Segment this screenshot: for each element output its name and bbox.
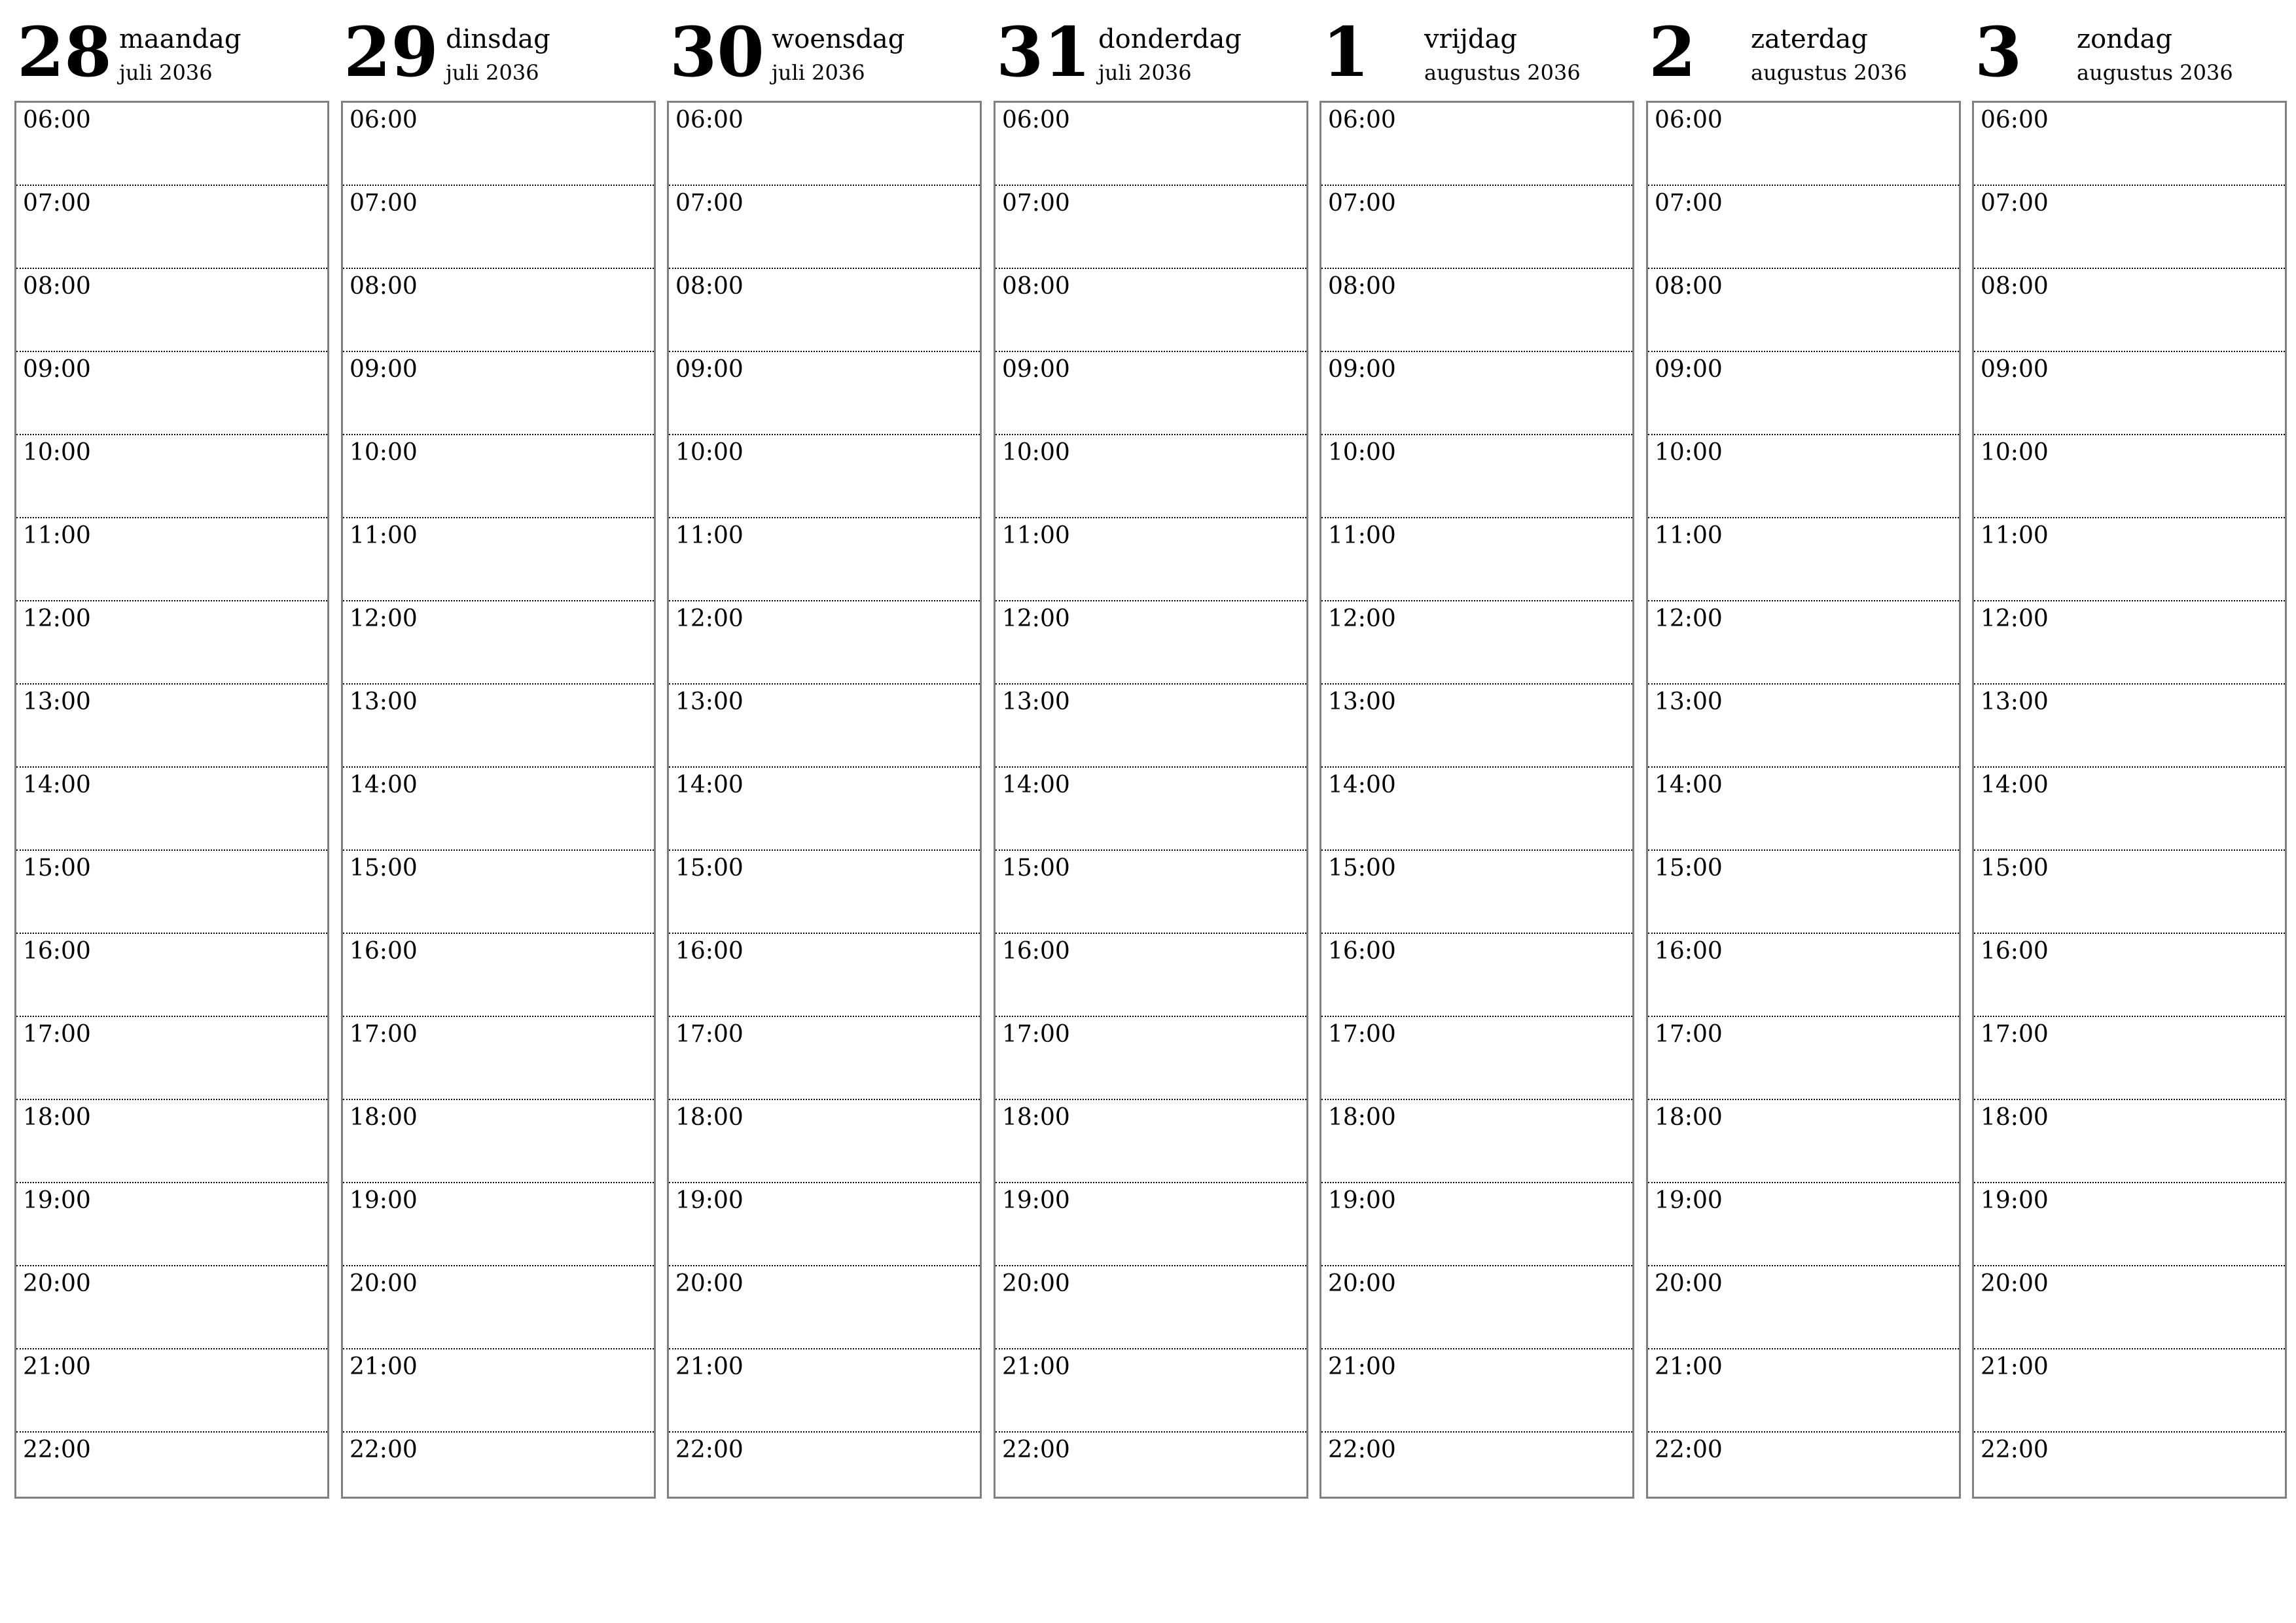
hour-label: 12:00 bbox=[1655, 605, 1723, 632]
hour-label: 22:00 bbox=[1655, 1436, 1723, 1463]
hour-label: 20:00 bbox=[1981, 1270, 2049, 1297]
hour-slot[interactable] bbox=[1974, 518, 2285, 601]
hour-label: 10:00 bbox=[675, 439, 744, 466]
hour-label: 19:00 bbox=[350, 1187, 418, 1214]
hour-label: 21:00 bbox=[1328, 1353, 1396, 1380]
hour-slot[interactable] bbox=[996, 1433, 1306, 1514]
hour-label: 07:00 bbox=[675, 190, 744, 217]
hour-label: 22:00 bbox=[1981, 1436, 2049, 1463]
weekly-planner bbox=[14, 0, 2286, 1505]
hour-label: 09:00 bbox=[1655, 356, 1723, 383]
hour-label: 11:00 bbox=[1981, 522, 2049, 549]
hour-slot[interactable] bbox=[669, 851, 980, 934]
hour-slot[interactable] bbox=[1974, 1017, 2285, 1100]
hour-label: 11:00 bbox=[350, 522, 418, 549]
hour-slot[interactable] bbox=[16, 518, 327, 601]
hour-slot[interactable] bbox=[669, 1433, 980, 1514]
hour-label: 22:00 bbox=[1328, 1436, 1396, 1463]
hour-label: 13:00 bbox=[1328, 688, 1396, 715]
day-schedule-box bbox=[341, 101, 656, 1499]
hour-label: 19:00 bbox=[1655, 1187, 1723, 1214]
hour-slot[interactable] bbox=[1321, 269, 1632, 352]
hour-slot[interactable] bbox=[669, 934, 980, 1017]
hour-slot[interactable] bbox=[1648, 518, 1959, 601]
day-schedule-box bbox=[1646, 101, 1961, 1499]
hour-label: 08:00 bbox=[350, 273, 418, 300]
month-year: juli 2036 bbox=[446, 60, 539, 85]
hour-label: 12:00 bbox=[1328, 605, 1396, 632]
hour-label: 08:00 bbox=[1655, 273, 1723, 300]
hour-label: 18:00 bbox=[1328, 1104, 1396, 1131]
hour-label: 08:00 bbox=[675, 273, 744, 300]
hour-slot[interactable] bbox=[669, 1017, 980, 1100]
hour-label: 12:00 bbox=[1002, 605, 1070, 632]
hour-label: 17:00 bbox=[1655, 1021, 1723, 1048]
hour-label: 06:00 bbox=[350, 107, 418, 134]
day-column bbox=[994, 0, 1307, 1505]
hour-slot[interactable] bbox=[16, 1183, 327, 1266]
hour-label: 06:00 bbox=[1981, 107, 2049, 134]
hour-label: 09:00 bbox=[350, 356, 418, 383]
hour-label: 20:00 bbox=[23, 1270, 91, 1297]
hour-label: 17:00 bbox=[1981, 1021, 2049, 1048]
hour-slot[interactable] bbox=[669, 435, 980, 518]
hour-label: 21:00 bbox=[675, 1353, 744, 1380]
weekday-name: zondag bbox=[2077, 24, 2172, 54]
hour-slot[interactable] bbox=[343, 1433, 654, 1514]
hour-label: 16:00 bbox=[23, 938, 91, 965]
hour-slot[interactable] bbox=[1321, 601, 1632, 685]
month-year: augustus 2036 bbox=[1424, 60, 1581, 85]
day-schedule-box bbox=[994, 101, 1308, 1499]
hour-slot[interactable] bbox=[1974, 1349, 2285, 1433]
hour-slot[interactable] bbox=[1321, 1349, 1632, 1433]
hour-label: 17:00 bbox=[1002, 1021, 1070, 1048]
hour-slot[interactable] bbox=[1321, 103, 1632, 186]
hour-slot[interactable] bbox=[16, 269, 327, 352]
hour-slot[interactable] bbox=[1321, 685, 1632, 768]
hour-slot[interactable] bbox=[1648, 1017, 1959, 1100]
hour-slot[interactable] bbox=[1648, 186, 1959, 269]
hour-slot[interactable] bbox=[1974, 186, 2285, 269]
month-year: juli 2036 bbox=[1098, 60, 1192, 85]
hour-label: 19:00 bbox=[1328, 1187, 1396, 1214]
hour-label: 22:00 bbox=[675, 1436, 744, 1463]
hour-slot[interactable] bbox=[1974, 851, 2285, 934]
hour-slot[interactable] bbox=[343, 601, 654, 685]
hour-label: 18:00 bbox=[1002, 1104, 1070, 1131]
hour-slot[interactable] bbox=[996, 269, 1306, 352]
hour-label: 13:00 bbox=[350, 688, 418, 715]
month-year: juli 2036 bbox=[119, 60, 213, 85]
hour-label: 22:00 bbox=[350, 1436, 418, 1463]
hour-label: 17:00 bbox=[1328, 1021, 1396, 1048]
hour-slot[interactable] bbox=[996, 1017, 1306, 1100]
weekday-name: woensdag bbox=[772, 24, 905, 54]
hour-label: 08:00 bbox=[1002, 273, 1070, 300]
hour-label: 18:00 bbox=[675, 1104, 744, 1131]
hour-slot[interactable] bbox=[1321, 934, 1632, 1017]
hour-slot[interactable] bbox=[1974, 352, 2285, 435]
hour-slot[interactable] bbox=[1321, 1017, 1632, 1100]
hour-label: 13:00 bbox=[1981, 688, 2049, 715]
hour-slot[interactable] bbox=[1974, 1100, 2285, 1183]
hour-slot[interactable] bbox=[1974, 1266, 2285, 1349]
hour-label: 19:00 bbox=[1981, 1187, 2049, 1214]
hour-slot[interactable] bbox=[343, 934, 654, 1017]
weekday-name: zaterdag bbox=[1751, 24, 1868, 54]
hour-label: 12:00 bbox=[350, 605, 418, 632]
hour-slot[interactable] bbox=[1974, 768, 2285, 851]
hour-slot[interactable] bbox=[669, 1183, 980, 1266]
hour-slot[interactable] bbox=[1648, 1183, 1959, 1266]
hour-slot[interactable] bbox=[669, 269, 980, 352]
weekday-name: vrijdag bbox=[1424, 24, 1517, 54]
hour-slot[interactable] bbox=[1648, 1349, 1959, 1433]
hour-slot[interactable] bbox=[1648, 1266, 1959, 1349]
hour-slot[interactable] bbox=[996, 1100, 1306, 1183]
hour-label: 16:00 bbox=[675, 938, 744, 965]
hour-slot[interactable] bbox=[343, 1100, 654, 1183]
day-schedule-box bbox=[1319, 101, 1634, 1499]
hour-label: 10:00 bbox=[1002, 439, 1070, 466]
hour-label: 21:00 bbox=[1655, 1353, 1723, 1380]
hour-slot[interactable] bbox=[343, 518, 654, 601]
hour-label: 19:00 bbox=[1002, 1187, 1070, 1214]
hour-label: 14:00 bbox=[1328, 772, 1396, 798]
hour-slot[interactable] bbox=[343, 1266, 654, 1349]
hour-slot[interactable] bbox=[996, 601, 1306, 685]
hour-slot[interactable] bbox=[996, 685, 1306, 768]
hour-label: 08:00 bbox=[1981, 273, 2049, 300]
hour-slot[interactable] bbox=[1648, 103, 1959, 186]
hour-slot[interactable] bbox=[1974, 685, 2285, 768]
day-number: 31 bbox=[996, 12, 1091, 92]
hour-label: 20:00 bbox=[350, 1270, 418, 1297]
hour-label: 12:00 bbox=[23, 605, 91, 632]
hour-label: 10:00 bbox=[1981, 439, 2049, 466]
hour-label: 10:00 bbox=[1655, 439, 1723, 466]
hour-slot[interactable] bbox=[343, 352, 654, 435]
hour-label: 08:00 bbox=[23, 273, 91, 300]
day-header bbox=[1319, 0, 1633, 98]
hour-slot[interactable] bbox=[1321, 1433, 1632, 1514]
hour-label: 16:00 bbox=[1002, 938, 1070, 965]
weekday-name: dinsdag bbox=[446, 24, 550, 54]
hour-slot[interactable] bbox=[996, 934, 1306, 1017]
hour-slot[interactable] bbox=[1974, 1183, 2285, 1266]
hour-label: 09:00 bbox=[1981, 356, 2049, 383]
hour-label: 14:00 bbox=[1981, 772, 2049, 798]
hour-label: 16:00 bbox=[1981, 938, 2049, 965]
hour-slot[interactable] bbox=[996, 1266, 1306, 1349]
hour-label: 21:00 bbox=[1002, 1353, 1070, 1380]
hour-label: 06:00 bbox=[1002, 107, 1070, 134]
hour-label: 15:00 bbox=[1002, 855, 1070, 882]
hour-slot[interactable] bbox=[16, 1100, 327, 1183]
hour-slot[interactable] bbox=[1321, 1183, 1632, 1266]
hour-slot[interactable] bbox=[1321, 851, 1632, 934]
hour-label: 16:00 bbox=[1328, 938, 1396, 965]
hour-label: 20:00 bbox=[1328, 1270, 1396, 1297]
hour-slot[interactable] bbox=[669, 352, 980, 435]
hour-slot[interactable] bbox=[16, 103, 327, 186]
hour-label: 10:00 bbox=[23, 439, 91, 466]
hour-label: 15:00 bbox=[675, 855, 744, 882]
hour-label: 14:00 bbox=[1002, 772, 1070, 798]
hour-label: 07:00 bbox=[1655, 190, 1723, 217]
day-number: 30 bbox=[670, 12, 764, 92]
hour-slot[interactable] bbox=[996, 1183, 1306, 1266]
hour-slot[interactable] bbox=[1974, 269, 2285, 352]
hour-slot[interactable] bbox=[1974, 601, 2285, 685]
day-number: 1 bbox=[1322, 12, 1370, 92]
hour-slot[interactable] bbox=[16, 1266, 327, 1349]
hour-slot[interactable] bbox=[996, 352, 1306, 435]
hour-label: 17:00 bbox=[675, 1021, 744, 1048]
hour-label: 09:00 bbox=[1002, 356, 1070, 383]
day-number: 28 bbox=[17, 12, 112, 92]
month-year: augustus 2036 bbox=[2077, 60, 2233, 85]
hour-label: 14:00 bbox=[675, 772, 744, 798]
day-number: 3 bbox=[1975, 12, 2022, 92]
hour-label: 12:00 bbox=[1981, 605, 2049, 632]
hour-label: 15:00 bbox=[350, 855, 418, 882]
hour-slot[interactable] bbox=[669, 1266, 980, 1349]
hour-label: 15:00 bbox=[1981, 855, 2049, 882]
hour-label: 07:00 bbox=[350, 190, 418, 217]
hour-slot[interactable] bbox=[669, 1100, 980, 1183]
hour-label: 08:00 bbox=[1328, 273, 1396, 300]
day-schedule-box bbox=[667, 101, 982, 1499]
hour-label: 18:00 bbox=[23, 1104, 91, 1131]
hour-slot[interactable] bbox=[1648, 435, 1959, 518]
hour-label: 06:00 bbox=[675, 107, 744, 134]
hour-slot[interactable] bbox=[16, 768, 327, 851]
hour-slot[interactable] bbox=[669, 768, 980, 851]
hour-label: 11:00 bbox=[23, 522, 91, 549]
hour-label: 11:00 bbox=[1002, 522, 1070, 549]
hour-slot[interactable] bbox=[343, 768, 654, 851]
hour-slot[interactable] bbox=[1648, 1433, 1959, 1514]
weekday-name: maandag bbox=[119, 24, 242, 54]
hour-label: 13:00 bbox=[1002, 688, 1070, 715]
hour-slot[interactable] bbox=[1321, 768, 1632, 851]
hour-slot[interactable] bbox=[16, 601, 327, 685]
hour-slot[interactable] bbox=[1974, 1433, 2285, 1514]
hour-label: 21:00 bbox=[350, 1353, 418, 1380]
hour-slot[interactable] bbox=[996, 103, 1306, 186]
hour-slot[interactable] bbox=[669, 601, 980, 685]
hour-slot[interactable] bbox=[1974, 435, 2285, 518]
hour-label: 18:00 bbox=[350, 1104, 418, 1131]
hour-slot[interactable] bbox=[1321, 518, 1632, 601]
hour-label: 20:00 bbox=[1002, 1270, 1070, 1297]
hour-slot[interactable] bbox=[1648, 934, 1959, 1017]
hour-label: 06:00 bbox=[1655, 107, 1723, 134]
hour-label: 22:00 bbox=[1002, 1436, 1070, 1463]
hour-label: 11:00 bbox=[1328, 522, 1396, 549]
hour-label: 21:00 bbox=[23, 1353, 91, 1380]
hour-slot[interactable] bbox=[1648, 352, 1959, 435]
hour-label: 10:00 bbox=[350, 439, 418, 466]
hour-slot[interactable] bbox=[1321, 435, 1632, 518]
hour-label: 11:00 bbox=[675, 522, 744, 549]
hour-slot[interactable] bbox=[996, 768, 1306, 851]
hour-slot[interactable] bbox=[1648, 851, 1959, 934]
hour-slot[interactable] bbox=[1321, 1266, 1632, 1349]
hour-label: 07:00 bbox=[1002, 190, 1070, 217]
hour-label: 14:00 bbox=[350, 772, 418, 798]
hour-label: 14:00 bbox=[23, 772, 91, 798]
hour-slot[interactable] bbox=[669, 103, 980, 186]
hour-slot[interactable] bbox=[343, 1183, 654, 1266]
hour-slot[interactable] bbox=[669, 518, 980, 601]
day-column bbox=[341, 0, 655, 1505]
hour-label: 07:00 bbox=[1981, 190, 2049, 217]
hour-slot[interactable] bbox=[1974, 934, 2285, 1017]
hour-label: 11:00 bbox=[1655, 522, 1723, 549]
hour-label: 16:00 bbox=[1655, 938, 1723, 965]
hour-slot[interactable] bbox=[1321, 186, 1632, 269]
day-schedule-box bbox=[14, 101, 329, 1499]
hour-slot[interactable] bbox=[1648, 269, 1959, 352]
hour-slot[interactable] bbox=[16, 934, 327, 1017]
hour-label: 12:00 bbox=[675, 605, 744, 632]
month-year: augustus 2036 bbox=[1751, 60, 1907, 85]
hour-label: 09:00 bbox=[23, 356, 91, 383]
hour-slot[interactable] bbox=[1648, 768, 1959, 851]
hour-slot[interactable] bbox=[996, 435, 1306, 518]
hour-label: 15:00 bbox=[1655, 855, 1723, 882]
hour-slot[interactable] bbox=[1648, 601, 1959, 685]
day-column bbox=[667, 0, 980, 1505]
hour-slot[interactable] bbox=[343, 435, 654, 518]
hour-slot[interactable] bbox=[669, 685, 980, 768]
hour-slot[interactable] bbox=[343, 1017, 654, 1100]
day-header bbox=[1646, 0, 1960, 98]
hour-slot[interactable] bbox=[1321, 352, 1632, 435]
hour-slot[interactable] bbox=[1974, 103, 2285, 186]
day-number: 2 bbox=[1649, 12, 1696, 92]
hour-label: 16:00 bbox=[350, 938, 418, 965]
hour-label: 07:00 bbox=[23, 190, 91, 217]
hour-label: 20:00 bbox=[1655, 1270, 1723, 1297]
hour-slot[interactable] bbox=[16, 1433, 327, 1514]
hour-slot[interactable] bbox=[343, 103, 654, 186]
hour-label: 15:00 bbox=[23, 855, 91, 882]
hour-label: 10:00 bbox=[1328, 439, 1396, 466]
day-column bbox=[1319, 0, 1633, 1505]
month-year: juli 2036 bbox=[772, 60, 865, 85]
weekday-name: donderdag bbox=[1098, 24, 1242, 54]
day-header bbox=[667, 0, 980, 98]
hour-slot[interactable] bbox=[16, 685, 327, 768]
day-column bbox=[1972, 0, 2286, 1505]
hour-label: 14:00 bbox=[1655, 772, 1723, 798]
hour-slot[interactable] bbox=[16, 851, 327, 934]
hour-label: 18:00 bbox=[1981, 1104, 2049, 1131]
hour-slot[interactable] bbox=[343, 186, 654, 269]
day-header bbox=[14, 0, 328, 98]
hour-label: 06:00 bbox=[23, 107, 91, 134]
hour-slot[interactable] bbox=[16, 1017, 327, 1100]
hour-label: 13:00 bbox=[675, 688, 744, 715]
hour-slot[interactable] bbox=[343, 269, 654, 352]
hour-slot[interactable] bbox=[343, 685, 654, 768]
hour-slot[interactable] bbox=[16, 435, 327, 518]
hour-slot[interactable] bbox=[996, 186, 1306, 269]
hour-label: 17:00 bbox=[350, 1021, 418, 1048]
hour-slot[interactable] bbox=[343, 851, 654, 934]
hour-label: 09:00 bbox=[1328, 356, 1396, 383]
day-column bbox=[14, 0, 328, 1505]
hour-label: 07:00 bbox=[1328, 190, 1396, 217]
day-header bbox=[341, 0, 655, 98]
hour-slot[interactable] bbox=[1321, 1100, 1632, 1183]
hour-label: 06:00 bbox=[1328, 107, 1396, 134]
hour-label: 09:00 bbox=[675, 356, 744, 383]
hour-label: 22:00 bbox=[23, 1436, 91, 1463]
hour-label: 17:00 bbox=[23, 1021, 91, 1048]
hour-slot[interactable] bbox=[669, 1349, 980, 1433]
hour-slot[interactable] bbox=[16, 1349, 327, 1433]
hour-slot[interactable] bbox=[996, 518, 1306, 601]
hour-label: 20:00 bbox=[675, 1270, 744, 1297]
hour-slot[interactable] bbox=[996, 851, 1306, 934]
hour-label: 13:00 bbox=[1655, 688, 1723, 715]
hour-label: 21:00 bbox=[1981, 1353, 2049, 1380]
hour-slot[interactable] bbox=[1648, 1100, 1959, 1183]
hour-slot[interactable] bbox=[343, 1349, 654, 1433]
day-column bbox=[1646, 0, 1960, 1505]
hour-slot[interactable] bbox=[996, 1349, 1306, 1433]
hour-label: 15:00 bbox=[1328, 855, 1396, 882]
hour-label: 19:00 bbox=[23, 1187, 91, 1214]
hour-slot[interactable] bbox=[669, 186, 980, 269]
day-schedule-box bbox=[1972, 101, 2287, 1499]
hour-label: 19:00 bbox=[675, 1187, 744, 1214]
day-number: 29 bbox=[344, 12, 439, 92]
hour-label: 18:00 bbox=[1655, 1104, 1723, 1131]
hour-slot[interactable] bbox=[1648, 685, 1959, 768]
day-header bbox=[1972, 0, 2286, 98]
hour-slot[interactable] bbox=[16, 352, 327, 435]
day-header bbox=[994, 0, 1307, 98]
hour-label: 13:00 bbox=[23, 688, 91, 715]
hour-slot[interactable] bbox=[16, 186, 327, 269]
